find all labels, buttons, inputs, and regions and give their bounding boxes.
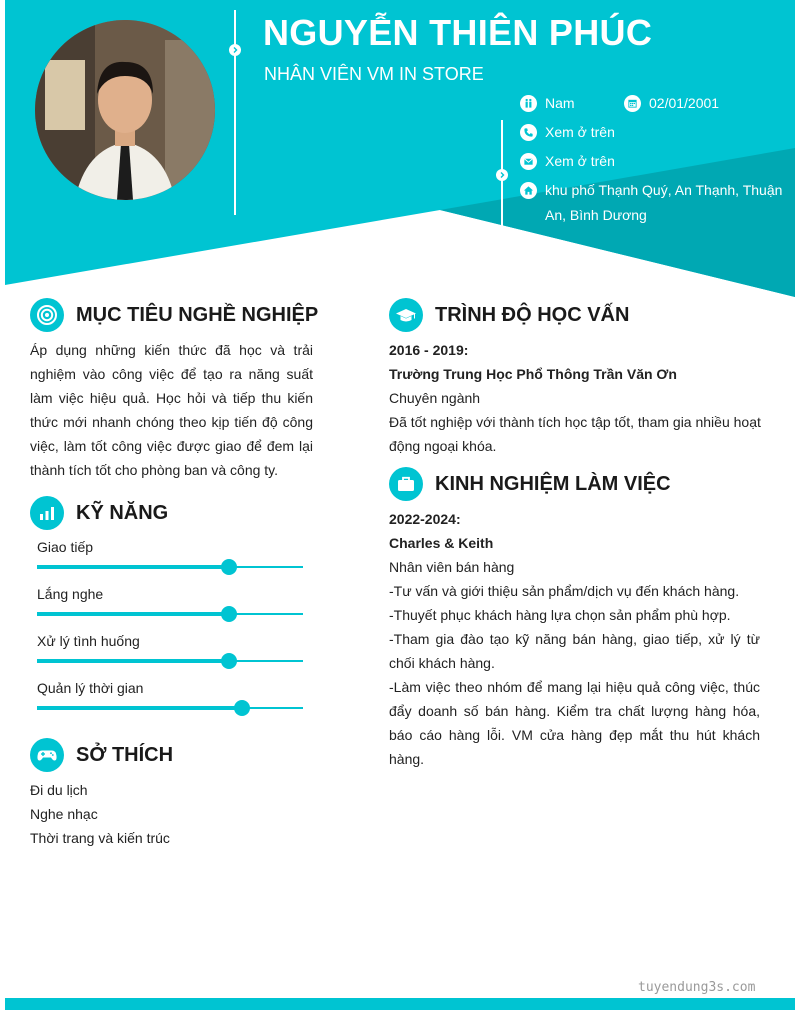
skill-bar: [37, 566, 303, 568]
education-body: [389, 338, 769, 458]
bar-chart-icon: [30, 496, 64, 530]
education-school: Trường Trung Học Phổ Thông Trần Văn Ơn: [389, 366, 677, 382]
gamepad-icon: [30, 738, 64, 772]
experience-line: -Thuyết phục khách hàng lựa chọn sản phẩm phù hợp.: [389, 607, 731, 623]
experience-heading: [389, 467, 671, 501]
address-value: khu phố Thạnh Quý, An Thạnh, Thuận An, Bình Dương: [545, 182, 783, 223]
birthdate-info: [624, 95, 719, 112]
address-info: [520, 178, 783, 228]
timeline-dot-left: [229, 44, 241, 56]
footer-bar: [5, 998, 795, 1010]
education-heading: [389, 298, 629, 332]
phone-icon: [520, 124, 537, 141]
objective-title: MỤC TIÊU NGHỀ NGHIỆP: [76, 303, 319, 326]
skill-label: Lắng nghe: [37, 586, 104, 602]
skill-bar-fill: [37, 565, 229, 569]
experience-line: -Tư vấn và giới thiệu sản phẩm/dịch vụ đến khách hàng.: [389, 583, 740, 599]
phone-value: Xem ở trên: [545, 124, 615, 140]
gender-info: [520, 95, 575, 112]
candidate-role: NHÂN VIÊN VM IN STORE: [264, 64, 484, 84]
experience-title: KINH NGHIỆM LÀM VIỆC: [435, 472, 671, 495]
skill-label: Xử lý tình huống: [37, 633, 140, 649]
graduation-cap-icon: [389, 298, 423, 332]
timeline-line-left: [234, 10, 236, 215]
skill-label: Quản lý thời gian: [37, 680, 144, 696]
skill-bar-knob: [221, 606, 237, 622]
education-period: 2016 - 2019:: [389, 342, 469, 358]
email-info: [520, 153, 615, 170]
avatar: [35, 20, 215, 200]
skill-bar-knob: [234, 700, 250, 716]
hobbies-title: SỞ THÍCH: [76, 743, 174, 766]
skill-bar-knob: [221, 653, 237, 669]
email-value: Xem ở trên: [545, 153, 615, 169]
experience-position: Nhân viên bán hàng: [389, 559, 515, 575]
watermark: tuyendung3s.com: [638, 980, 756, 995]
hobby-item: Thời trang và kiến trúc: [30, 830, 170, 846]
experience-body: [389, 507, 760, 771]
target-icon: [30, 298, 64, 332]
email-icon: [520, 153, 537, 170]
gender-icon: [520, 95, 537, 112]
briefcase-icon: [389, 467, 423, 501]
experience-line: -Làm việc theo nhóm để mang lại hiệu quả công việc, thúc đẩy doanh số bán hàng. Kiểm tra chất lượng hàng hóa, báo cáo hàng lỗi. VM cửa hàng đẹp mắt thu hút khách hàng.: [389, 679, 760, 767]
objective-text: Áp dụng những kiến thức đã học và trải nghiệm vào công việc để tạo ra năng suất làm việc hiệu quả. Học hỏi và tiếp thu kiến thức mới nhanh chóng theo kịp tiến độ công việc, làm tốt công việc được giao để đem lại thành tích tốt cho phòng ban và công ty.: [30, 342, 313, 478]
hobbies-list: [30, 778, 310, 850]
education-title: TRÌNH ĐỘ HỌC VẤN: [435, 303, 630, 326]
timeline-dot-right: [496, 169, 508, 181]
experience-line: -Tham gia đào tạo kỹ năng bán hàng, giao tiếp, xử lý từ chối khách hàng.: [389, 631, 760, 671]
hobby-item: Nghe nhạc: [30, 806, 98, 822]
education-desc: Đã tốt nghiệp với thành tích học tập tốt, tham gia nhiều hoạt động ngoại khóa.: [389, 414, 761, 454]
candidate-name: NGUYỄN THIÊN PHÚC: [263, 12, 653, 53]
skill-bar: [37, 613, 303, 615]
birthdate-value: 02/01/2001: [649, 95, 720, 111]
calendar-icon: [624, 95, 641, 112]
education-major: Chuyên ngành: [389, 390, 481, 406]
skill-label: Giao tiếp: [37, 539, 94, 555]
skills-heading: [30, 496, 168, 530]
experience-company: Charles & Keith: [389, 535, 494, 551]
gender-value: Nam: [545, 95, 575, 111]
skill-bar-fill: [37, 706, 242, 710]
hobby-item: Đi du lịch: [30, 782, 88, 798]
skill-bar-fill: [37, 659, 229, 663]
hobbies-heading: [30, 738, 173, 772]
objective-heading: [30, 298, 318, 332]
skill-bar-fill: [37, 612, 229, 616]
phone-info: [520, 124, 615, 141]
home-icon: [520, 182, 537, 199]
skills-title: KỸ NĂNG: [76, 501, 169, 524]
skill-bar-knob: [221, 559, 237, 575]
skill-bar: [37, 660, 303, 662]
experience-period: 2022-2024:: [389, 511, 461, 527]
skill-bar: [37, 707, 303, 709]
